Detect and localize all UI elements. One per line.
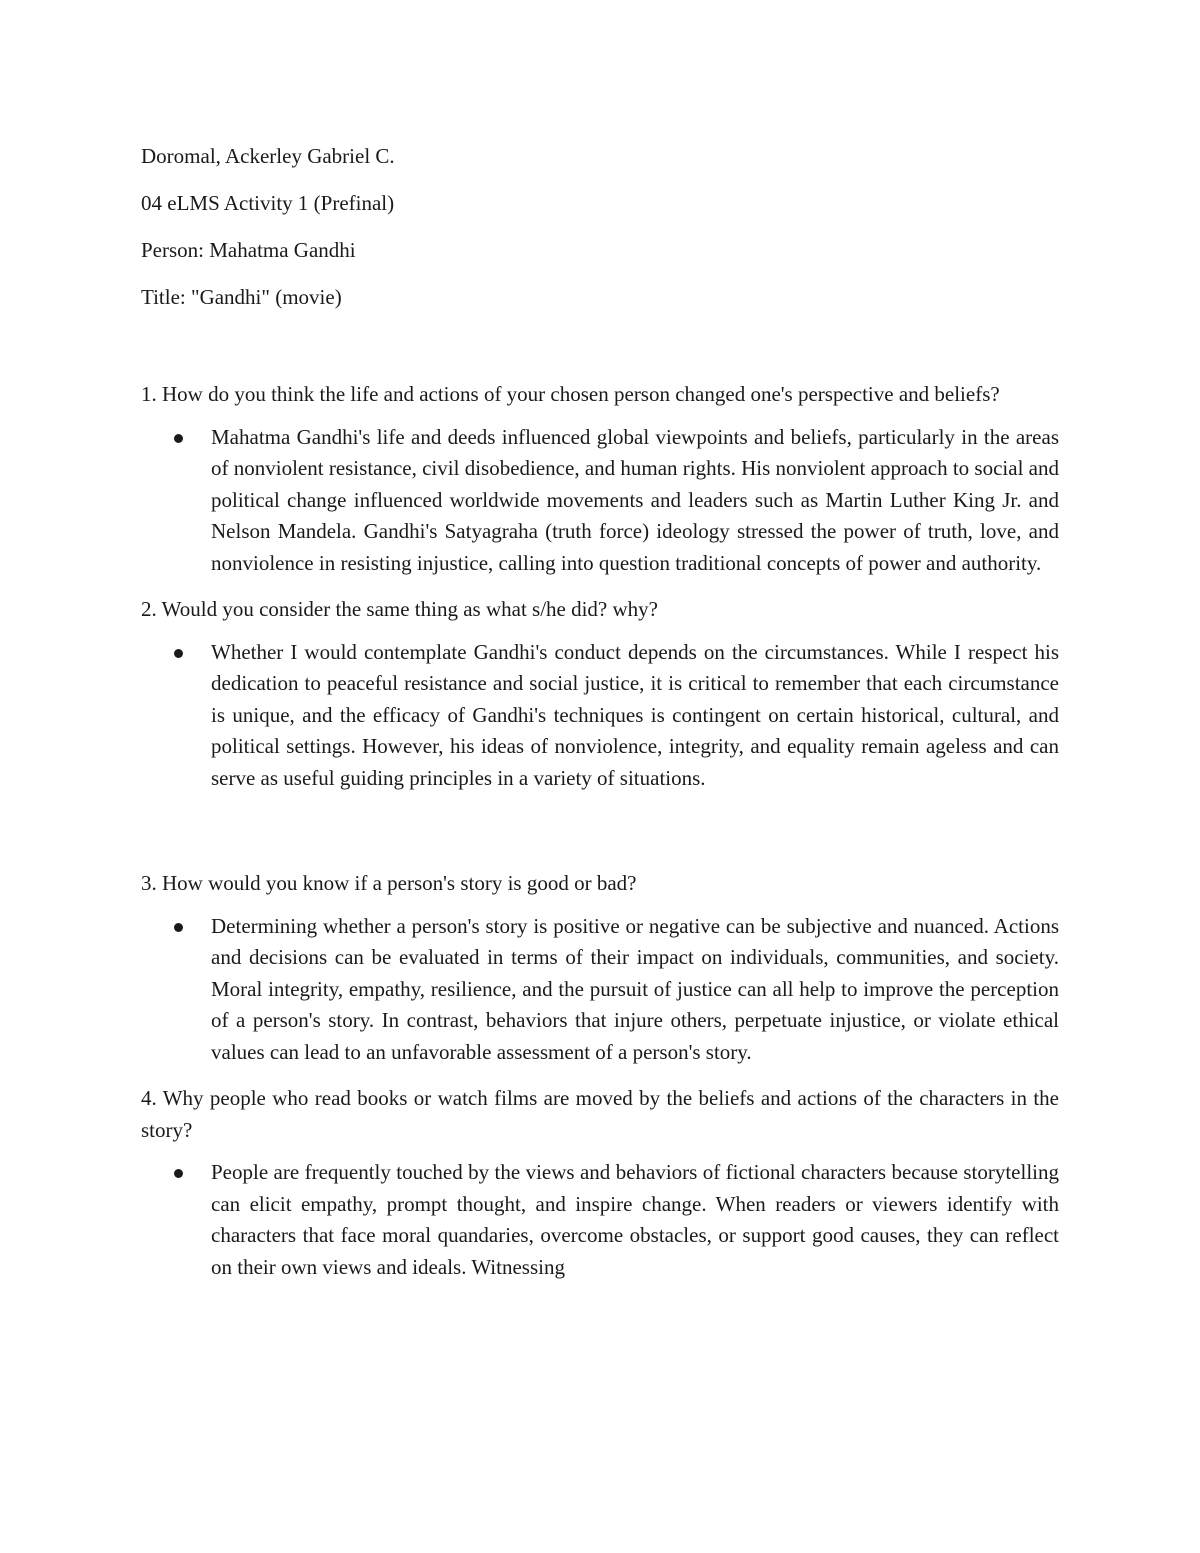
person-line: Person: Mahatma Gandhi — [141, 238, 356, 262]
answer-list-1 — [141, 422, 1059, 580]
student-name: Doromal, Ackerley Gabriel C. — [141, 144, 395, 168]
title-line: Title: "Gandhi" (movie) — [141, 285, 342, 309]
bullet-icon — [174, 1169, 183, 1178]
answer-1-text: Mahatma Gandhi's life and deeds influenced global viewpoints and beliefs, particularly in the areas of nonviolent resistance, civil disobedience, and human rights. His nonviolent approach to social and political change influenced worldwide movements and leaders such as Martin Luther King Jr. and Nelson Mandela. Gandhi's Satyagraha (truth force) ideology stressed the power of truth, love, and nonviolence in resisting injustice, calling into question traditional concepts of power and authority. — [211, 424, 1059, 575]
answer-1 — [211, 422, 1059, 580]
activity-title: 04 eLMS Activity 1 (Prefinal) — [141, 191, 395, 215]
answer-list-2 — [141, 637, 1059, 795]
bullet-icon — [174, 649, 183, 658]
answer-list-4 — [141, 1157, 1059, 1283]
question-2: 2. Would you consider the same thing as what s/he did? why? — [141, 597, 658, 621]
answer-3-text: Determining whether a person's story is positive or negative can be subjective and nuanced. Actions and decisions can be evaluated in terms of their impact on individuals, communities, and society. Moral integrity, empathy, resilience, and the pursuit of justice can all help to improve the perception of a person's story. In contrast, behaviors that injure others, perpetuate injustice, or violate ethical values can lead to an unfavorable assessment of a person's story. — [211, 913, 1059, 1064]
document-body — [141, 143, 1059, 1298]
bullet-icon — [174, 923, 183, 932]
answer-3 — [211, 911, 1059, 1069]
answer-2 — [211, 637, 1059, 795]
answer-4-text: People are frequently touched by the views and behaviors of fictional characters because storytelling can elicit empathy, prompt thought, and inspire change. When readers or viewers identify with characters that face moral quandaries, overcome obstacles, or support good causes, they can reflect on their own views and ideals. Witnessing — [211, 1160, 1059, 1279]
question-3: 3. How would you know if a person's story is good or bad? — [141, 871, 637, 895]
answer-list-3 — [141, 911, 1059, 1069]
answer-2-text: Whether I would contemplate Gandhi's conduct depends on the circumstances. While I respect his dedication to peaceful resistance and social justice, it is critical to remember that each circumstance is unique, and the efficacy of Gandhi's techniques is contingent on certain historical, cultural, and political settings. However, his ideas of nonviolence, integrity, and equality remain ageless and can serve as useful guiding principles in a variety of situations. — [211, 639, 1059, 790]
answer-4 — [211, 1157, 1059, 1283]
question-1: 1. How do you think the life and actions of your chosen person changed one's perspective and beliefs? — [141, 382, 1000, 406]
bullet-icon — [174, 434, 183, 443]
question-4: 4. Why people who read books or watch films are moved by the beliefs and actions of the characters in the story? — [141, 1086, 1059, 1142]
